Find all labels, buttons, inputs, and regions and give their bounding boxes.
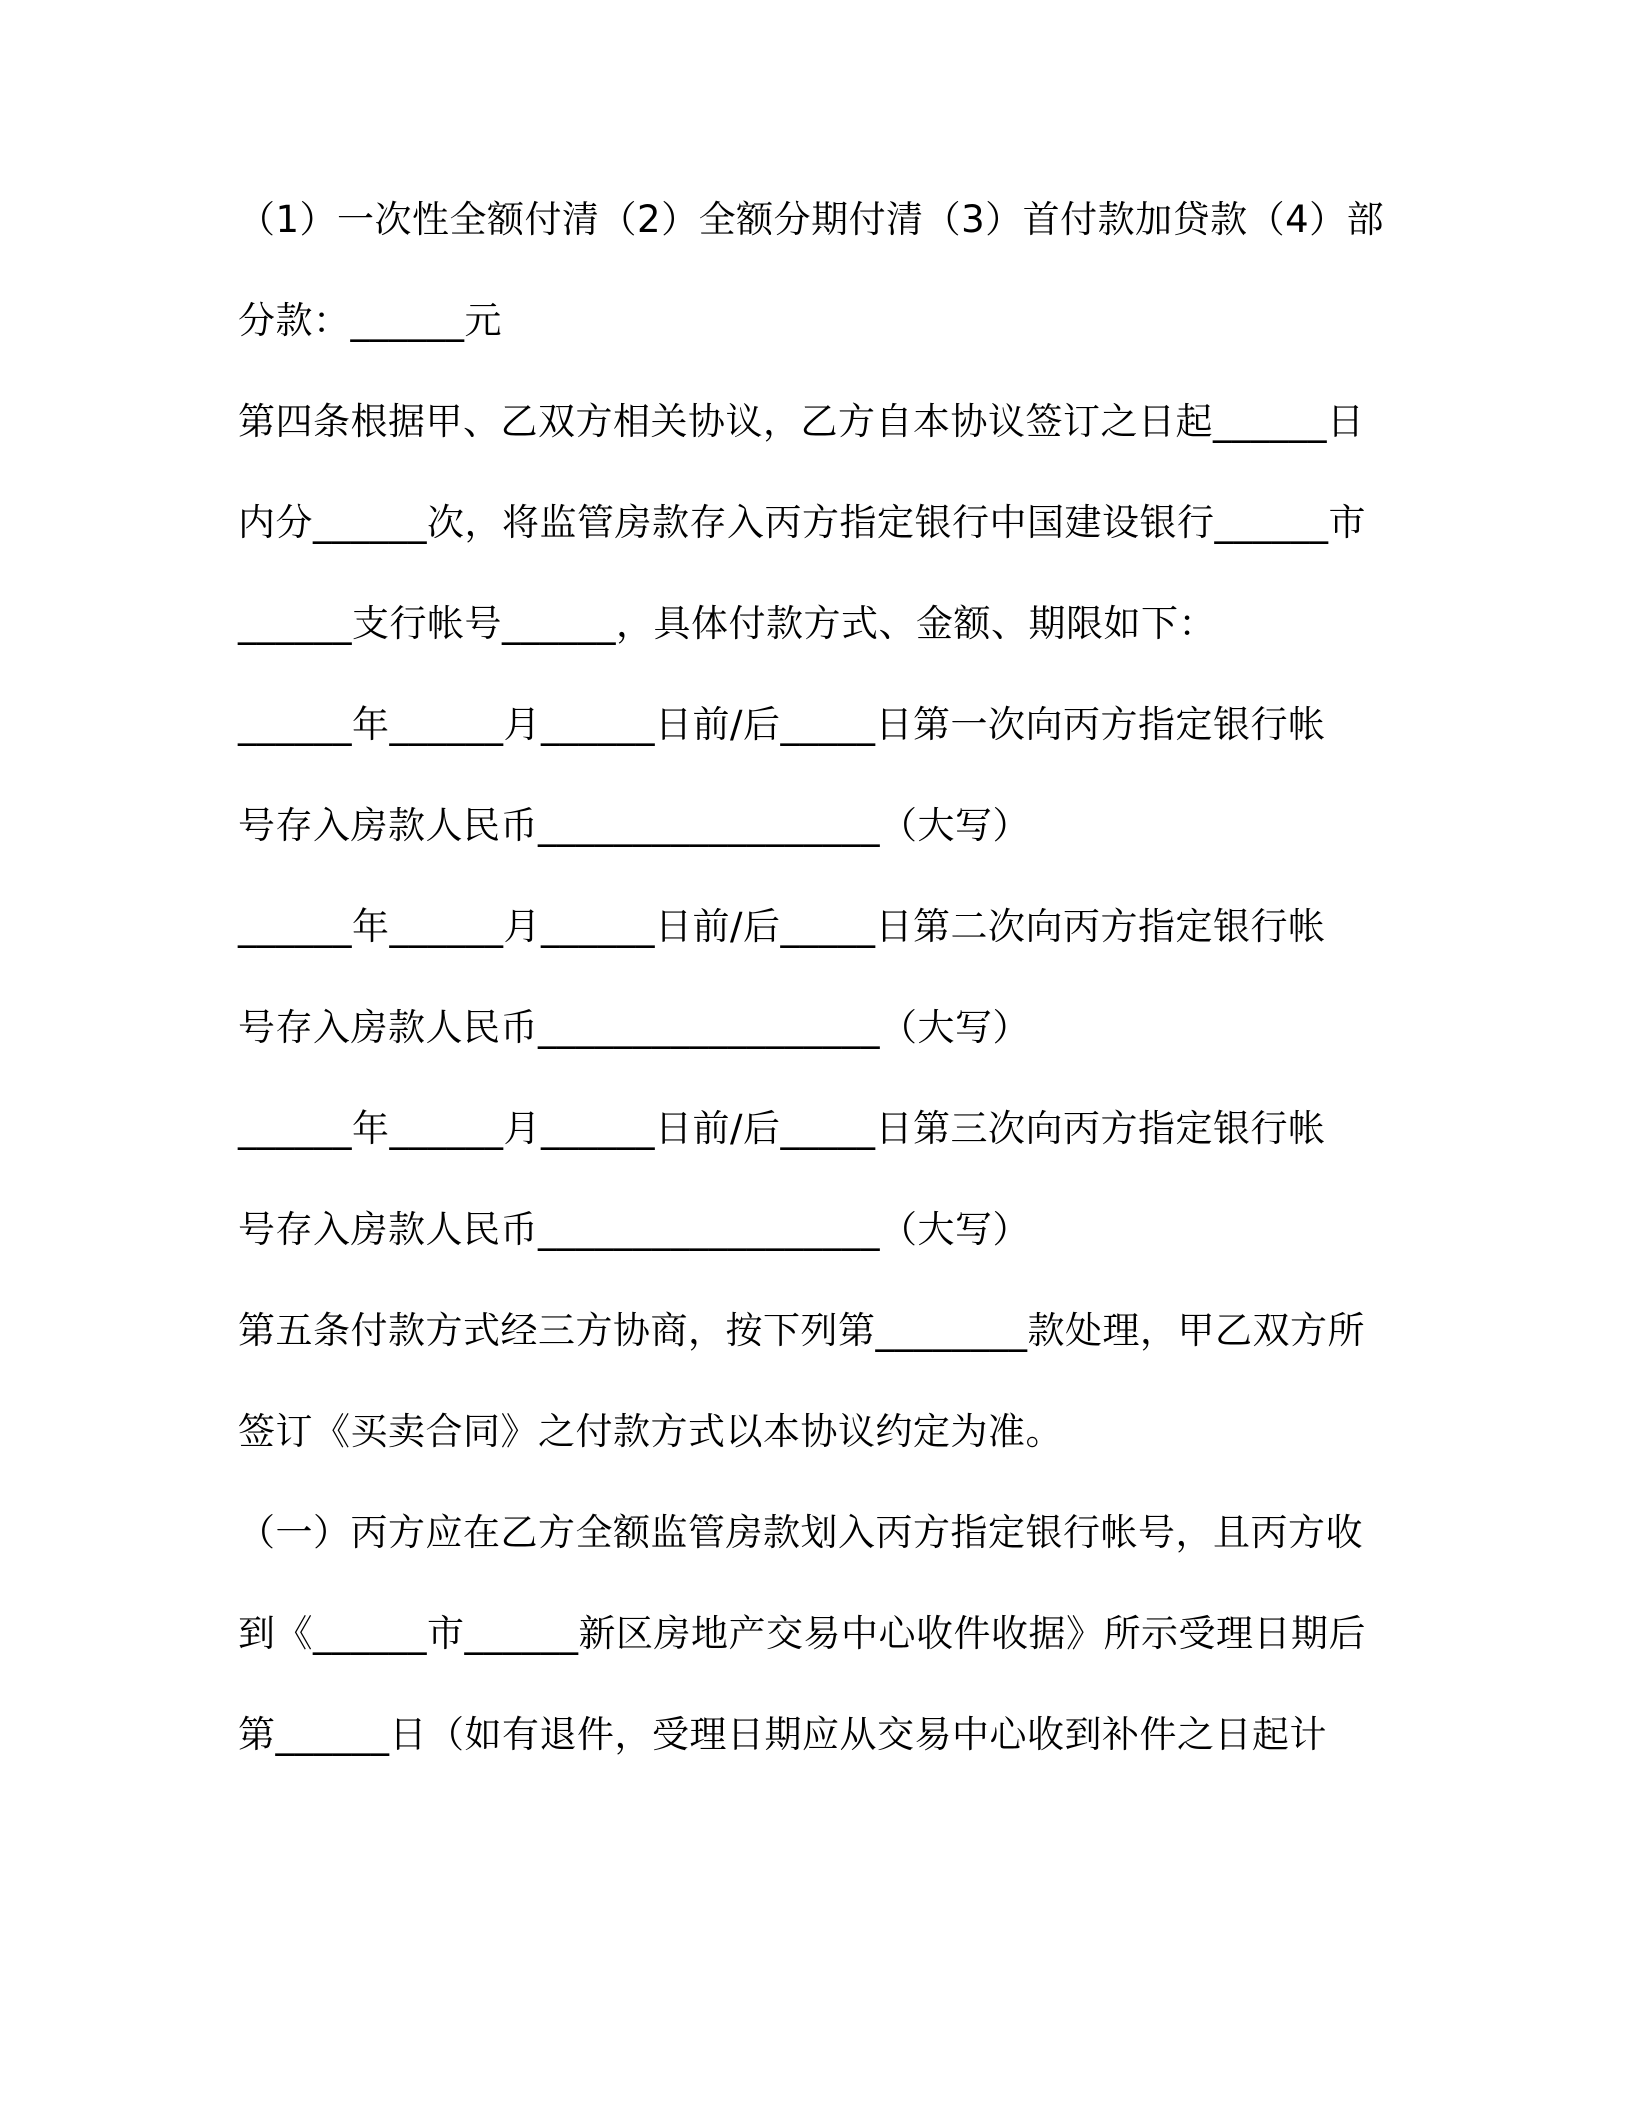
clause-1-line-2: 到《______市______新区房地产交易中心收件收据》所示受理日期后 [238, 1612, 1366, 1655]
first-deposit-date-line: ______年______月______日前/后_____日第一次向丙方指定银行帐 [238, 703, 1326, 746]
third-deposit-amount-line: 号存入房款人民币__________________（大写） [238, 1208, 1030, 1251]
article-5-line-1: 第五条付款方式经三方协商，按下列第________款处理，甲乙双方所 [238, 1309, 1365, 1352]
document-body [238, 180, 1408, 1796]
article-4-line-2: 内分______次，将监管房款存入丙方指定银行中国建设银行______市 [238, 501, 1366, 544]
second-deposit-amount-line: 号存入房款人民币__________________（大写） [238, 1006, 1030, 1049]
clause-1-line-1: （一）丙方应在乙方全额监管房款划入丙方指定银行帐号，且丙方收 [238, 1511, 1363, 1554]
first-deposit-amount-line: 号存入房款人民币__________________（大写） [238, 804, 1030, 847]
second-deposit-date-line: ______年______月______日前/后_____日第二次向丙方指定银行帐 [238, 905, 1326, 948]
clause-1-line-3: 第______日（如有退件，受理日期应从交易中心收到补件之日起计 [238, 1713, 1327, 1756]
third-deposit-date-line: ______年______月______日前/后_____日第三次向丙方指定银行帐 [238, 1107, 1326, 1150]
payment-options-line: （1）一次性全额付清（2）全额分期付清（3）首付款加贷款（4）部 [238, 198, 1385, 241]
article-4-line-1: 第四条根据甲、乙双方相关协议，乙方自本协议签订之日起______日 [238, 400, 1365, 443]
partial-payment-line: 分款：______元 [238, 299, 502, 342]
article-5-line-2: 签订《买卖合同》之付款方式以本协议约定为准。 [238, 1410, 1063, 1453]
article-4-line-3: ______支行帐号______，具体付款方式、金额、期限如下： [238, 602, 1216, 645]
